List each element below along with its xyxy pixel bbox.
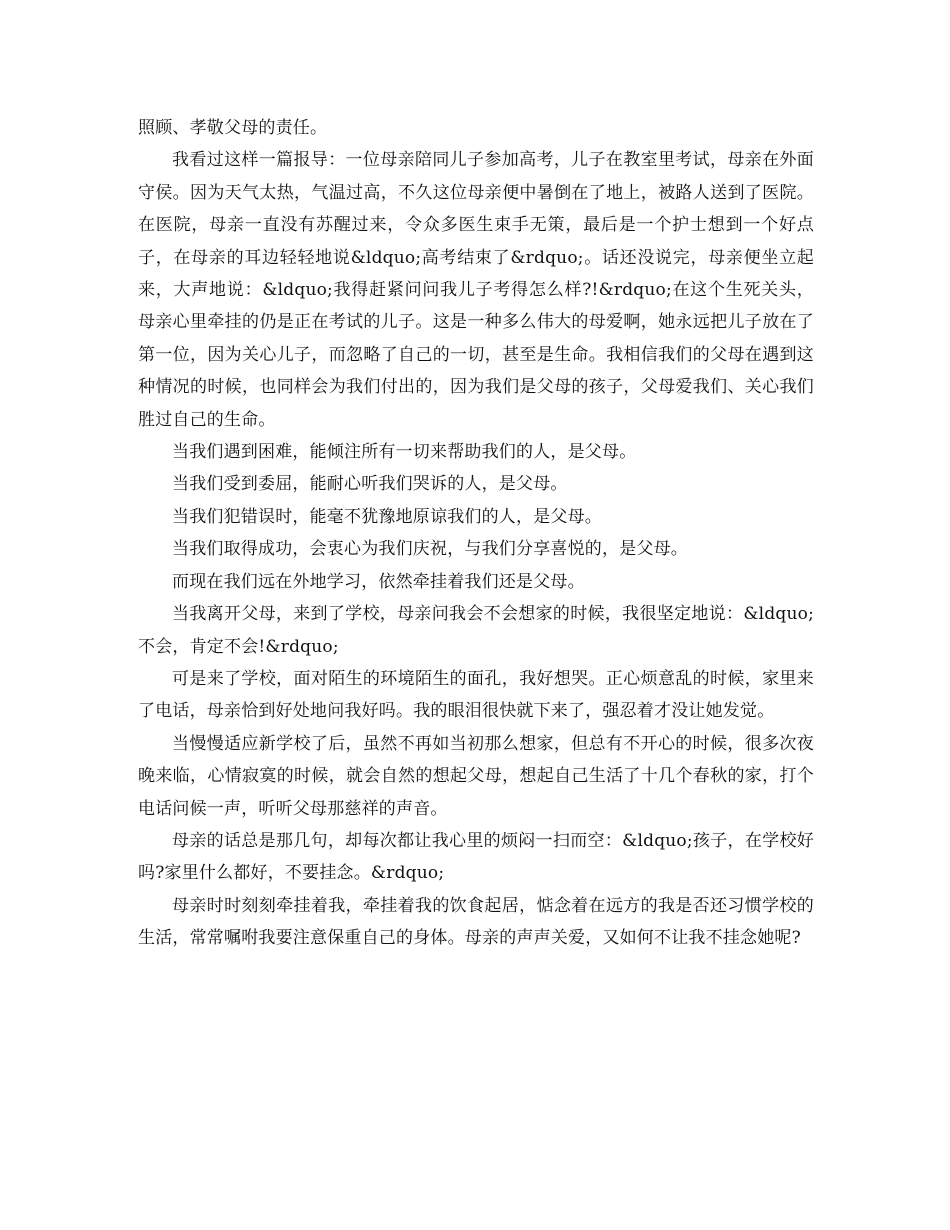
paragraph-12: 母亲时时刻刻牵挂着我，牵挂着我的饮食起居，惦念着在远方的我是否还习惯学校的生活，常常嘱咐我要注意保重自己的身体。母亲的声声关爱，又如何不让我不挂念她呢? xyxy=(138,895,814,949)
paragraph-2: 我看过这样一篇报导：一位母亲陪同儿子参加高考，儿子在教室里考试，母亲在外面守侯。因为天气太热，气温过高，不久这位母亲便中暑倒在了地上，被路人送到了医院。在医院，母亲一直没有苏醒过来，令众多医生束手无策，最后是一个护士想到一个好点子，在母亲的耳边轻轻地说&ldquo;高考结束了&rdquo;。话还没说完，母亲便坐立起来，大声地说：&ldquo;我得赶紧问问我儿子考得怎么样?!&rdquo;在这个生死关头，母亲心里牵挂的仍是正在考试的儿子。这是一种多么伟大的母爱啊，她永远把儿子放在了第一位，因为关心儿子，而忽略了自己的一切，甚至是生命。我相信我们的父母在遇到这种情况的时候，也同样会为我们付出的，因为我们是父母的孩子，父母爱我们、关心我们胜过自己的生命。 xyxy=(138,150,814,430)
paragraph-7: 而现在我们远在外地学习，依然牵挂着我们还是父母。 xyxy=(172,571,585,592)
paragraph-11: 母亲的话总是那几句，却每次都让我心里的烦闷一扫而空：&ldquo;孩子，在学校好吗?家里什么都好，不要挂念。&rdquo; xyxy=(138,830,814,884)
paragraph-8: 当我离开父母，来到了学校，母亲问我会不会想家的时候，我很坚定地说：&ldquo;不会，肯定不会!&rdquo; xyxy=(138,604,814,657)
paragraph-4: 当我们受到委屈，能耐心听我们哭诉的人，是父母。 xyxy=(172,474,568,495)
paragraph-1: 照顾、孝敬父母的责任。 xyxy=(138,118,328,138)
paragraph-9: 可是来了学校，面对陌生的环境陌生的面孔，我好想哭。正心烦意乱的时候，家里来了电话，母亲恰到好处地问我好吗。我的眼泪很快就下来了，强忍着才没让她发觉。 xyxy=(138,668,814,722)
paragraph-3: 当我们遇到困难，能倾注所有一切来帮助我们的人，是父母。 xyxy=(172,442,637,463)
paragraph-6: 当我们取得成功，会衷心为我们庆祝，与我们分享喜悦的，是父母。 xyxy=(172,539,688,560)
paragraph-10: 当慢慢适应新学校了后，虽然不再如当初那么想家，但总有不开心的时候，很多次夜晚来临，心情寂寞的时候，就会自然的想起父母，想起自己生活了十几个春秋的家，打个电话问候一声，听听父母那慈祥的声音。 xyxy=(138,733,814,819)
paragraph-5: 当我们犯错误时，能毫不犹豫地原谅我们的人，是父母。 xyxy=(172,506,602,527)
document-body xyxy=(138,112,814,955)
